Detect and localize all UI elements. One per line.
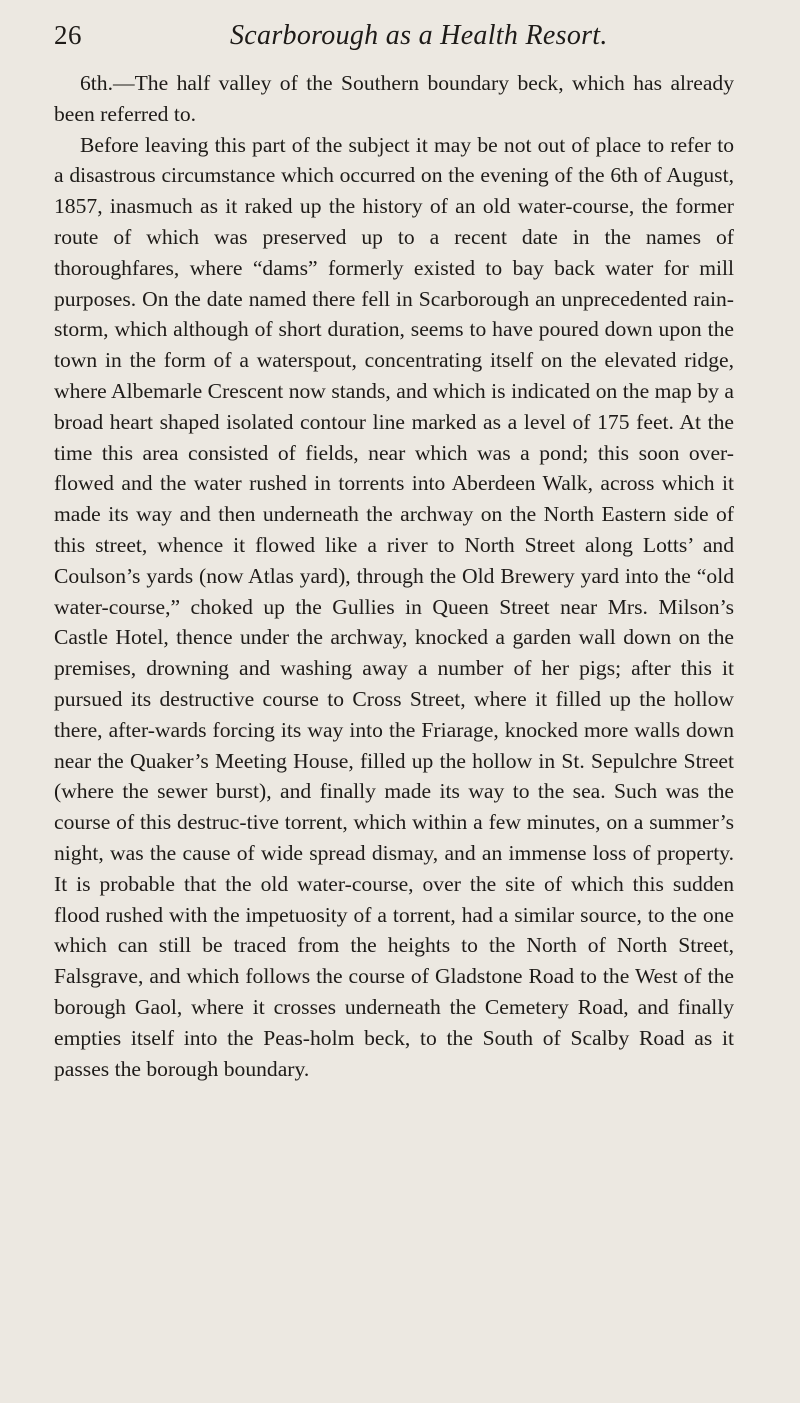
paragraph-1: 6th.—The half valley of the Southern boundary beck, which has already been referred to. [54,71,734,126]
page-number: 26 [54,20,82,50]
running-head [54,14,734,54]
paragraph-2: Before leaving this part of the subject it may be not out of place to refer to a disastrous circumstance which occurred on the evening of the 6th of August, 1857, inasmuch as it raked up the history of an old water-course, the former route of which was preserved up to a recent date in the names of thoroughfares, where “dams” formerly existed to bay back water for mill purposes. On the date named there fell in Scarborough an unprecedented rain-storm, which although of short duration, seems to have poured down upon the town in the form of a waterspout, concentrating itself on the elevated ridge, where Albemarle Crescent now stands, and which is indicated on the map by a broad heart shaped isolated contour line marked as a level of 175 feet. At the time this area consisted of fields, near which was a pond; this soon over-flowed and the water rushed in torrents into Aberdeen Walk, across which it made its way and then underneath the archway on the North Eastern side of this street, whence it flowed like a river to North Street along Lotts’ and Coulson’s yards (now Atlas yard), through the Old Brewery yard into the “old water-course,” choked up the Gullies in Queen Street near Mrs. Milson’s Castle Hotel, thence under the archway, knocked a garden wall down on the premises, drowning and washing away a number of her pigs; after this it pursued its destructive course to Cross Street, where it filled up the hollow there, after-wards forcing its way into the Friarage, knocked more walls down near the Quaker’s Meeting House, filled up the hollow in St. Sepulchre Street (where the sewer burst), and finally made its way to the sea. Such was the course of this destruc-tive torrent, which within a few minutes, on a summer’s night, was the cause of wide spread dismay, and an immense loss of property. It is probable that the old water-course, over the site of which this sudden flood rushed with the impetuosity of a torrent, had a similar source, to the one which can still be traced from the heights to the North of North Street, Falsgrave, and which follows the course of Gladstone Road to the West of the borough Gaol, where it crosses underneath the Cemetery Road, and finally empties itself into the Peas-holm beck, to the South of Scalby Road as it passes the borough boundary. [54,132,734,1081]
running-title: Scarborough as a Health Resort. [230,20,608,51]
body-text [54,68,734,1084]
